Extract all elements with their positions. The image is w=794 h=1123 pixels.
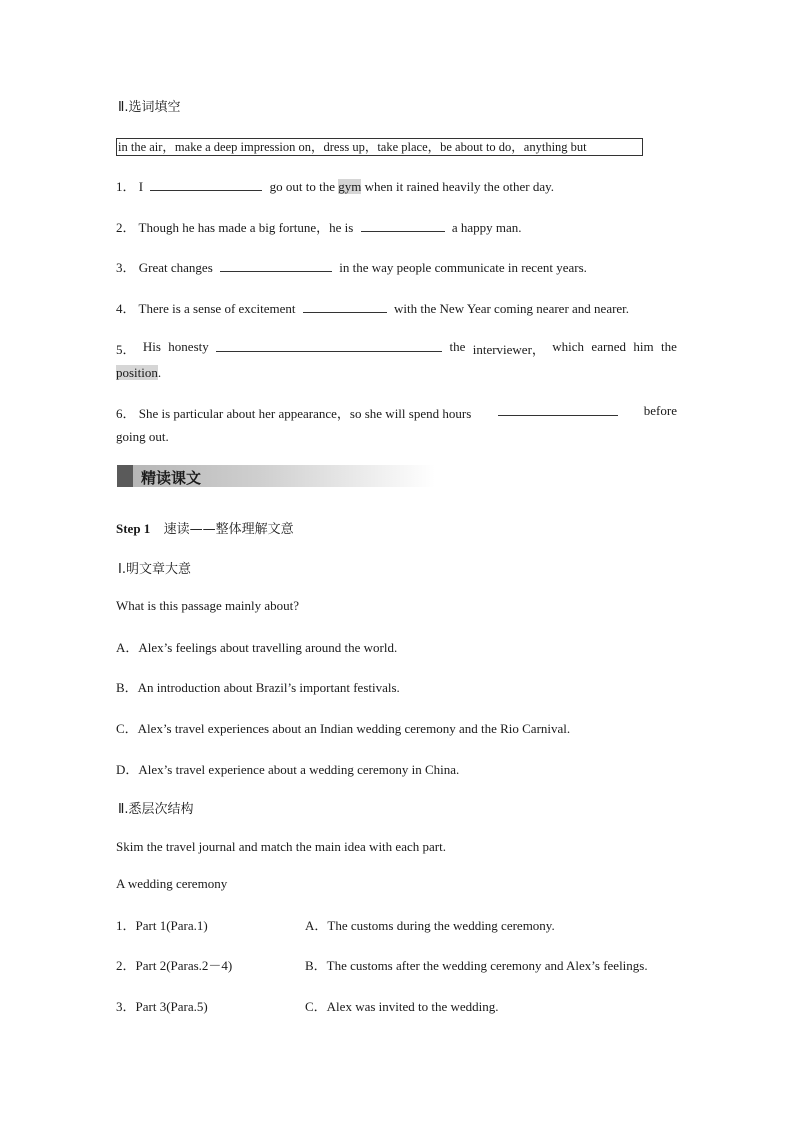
match-left-1: 1．Part 1(Para.1) (116, 918, 208, 933)
item-text: earned (591, 339, 627, 354)
match-left-3: 3．Part 3(Para.5) (116, 999, 208, 1014)
instruction-text: Skim the travel journal and match the main idea with each part. (116, 839, 446, 854)
highlighted-word: gym (338, 179, 362, 194)
fill-item-2 (116, 217, 522, 236)
fill-item-5-continued (116, 365, 161, 381)
match-left-2: 2．Part 2(Paras.2－4) (116, 958, 233, 973)
answer-blank[interactable] (216, 339, 442, 352)
item-text: Great changes (138, 260, 213, 275)
part-heading: Ⅰ.明文章大意 (118, 562, 191, 577)
option-b: B．An introduction about Brazil’s important festivals. (116, 680, 400, 695)
item-number: 1． (116, 179, 136, 194)
item-number: 2． (116, 220, 136, 235)
item-text: go out to the (269, 179, 335, 194)
fill-item-6 (116, 403, 677, 422)
question-text: What is this passage mainly about? (116, 598, 300, 613)
fill-item-4 (116, 298, 629, 317)
item-text: interviewer， (472, 342, 545, 357)
item-text: a happy man. (451, 220, 522, 235)
fill-item-5 (116, 339, 677, 358)
fill-item-6-continued: going out. (116, 429, 169, 444)
item-text: the (661, 339, 677, 354)
item-text: with the New Year coming nearer and nearer. (394, 301, 630, 316)
part-heading: Ⅱ.悉层次结构 (118, 802, 194, 817)
item-text: the (449, 339, 466, 354)
section-heading: Ⅱ.选词填空 (118, 100, 181, 115)
item-text: She is particular about her appearance，so she will spend hours (138, 406, 472, 421)
item-text: I (138, 179, 144, 194)
fill-item-1 (116, 176, 554, 195)
option-d: D．Alex’s travel experience about a wedding ceremony in China. (116, 762, 460, 777)
step-label: Step 1 (116, 521, 151, 536)
item-text: There is a sense of excitement (138, 301, 296, 316)
option-c: C．Alex’s travel experiences about an Indian wedding ceremony and the Rio Carnival. (116, 721, 571, 736)
item-text: him (633, 339, 654, 354)
item-text: when it rained heavily the other day. (364, 179, 554, 194)
fill-item-3 (116, 257, 587, 276)
match-right-2: B．The customs after the wedding ceremony and Alex’s feelings. (305, 958, 648, 973)
answer-blank[interactable] (361, 219, 445, 232)
subtitle-text: A wedding ceremony (116, 876, 228, 891)
item-text: . (157, 365, 162, 380)
item-text: His (142, 339, 161, 354)
item-text: which (552, 339, 585, 354)
answer-blank[interactable] (498, 403, 618, 416)
answer-blank[interactable] (303, 300, 387, 313)
match-right-3: C．Alex was invited to the wedding. (305, 999, 499, 1014)
match-right-1: A．The customs during the wedding ceremony. (305, 918, 555, 933)
step-title: 速读——整体理解文意 (163, 522, 294, 537)
item-text: Though he has made a big fortune，he is (138, 220, 354, 235)
section-banner (117, 465, 435, 487)
item-number: 5． (116, 342, 136, 357)
answer-blank[interactable] (220, 259, 332, 272)
highlighted-word: position (116, 365, 158, 380)
banner-marker (117, 465, 133, 487)
step-heading (116, 518, 294, 537)
banner-title: 精读课文 (141, 469, 202, 487)
item-number: 4． (116, 301, 136, 316)
item-number: 6． (116, 406, 136, 421)
item-text: in the way people communicate in recent years. (339, 260, 587, 275)
word-bank-box: in the air，make a deep impression on，dress up，take place，be about to do，anything but (116, 138, 643, 156)
option-a: A．Alex’s feelings about travelling around the world. (116, 640, 398, 655)
answer-blank[interactable] (150, 178, 262, 191)
item-text: before (643, 403, 677, 418)
item-text: honesty (168, 339, 209, 354)
item-number: 3． (116, 260, 136, 275)
